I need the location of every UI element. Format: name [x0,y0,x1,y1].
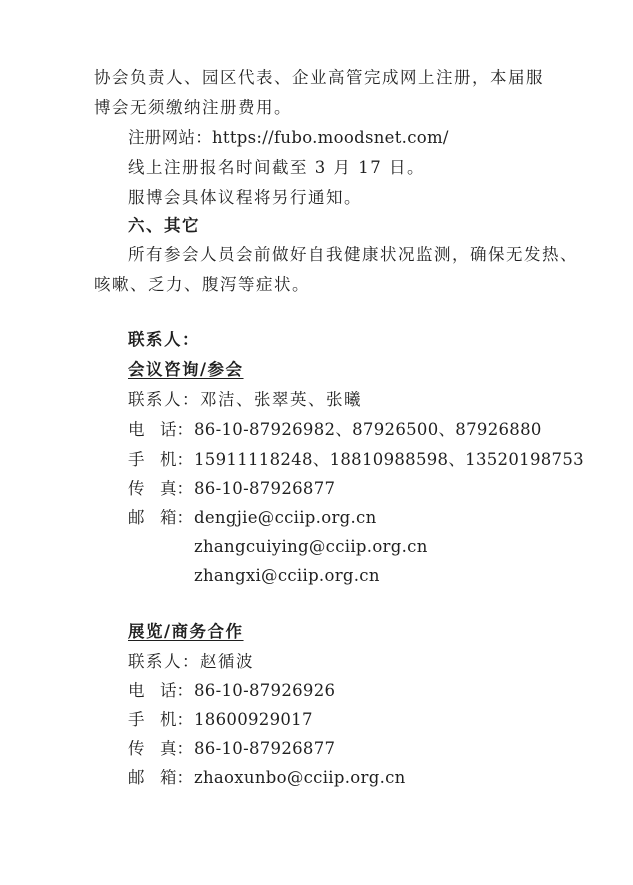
section-heading-other: 六、其它 [128,216,200,235]
expo-fax-row [0,739,633,759]
meeting-phone-row [0,420,633,440]
expo-section-title: 展览/商务合作 [128,622,244,641]
contacts-heading: 联系人： [128,330,200,349]
expo-mobile: 18600929017 [194,710,313,729]
expo-mobile-row [0,710,633,730]
fax-label-b: 真： [160,739,193,758]
email-label-a: 邮 [128,508,145,527]
expo-email-row [0,768,633,788]
email-label-a: 邮 [128,768,145,787]
other-line-1: 所有参会人员会前做好自我健康状况监测，确保无发热、 [128,245,578,264]
expo-phone-row [0,681,633,701]
meeting-phone: 86-10-87926982、87926500、87926880 [194,420,542,439]
phone-label-a: 电 [128,420,145,439]
meeting-mobile-row [0,450,633,470]
mobile-label-b: 机： [160,710,193,729]
fax-label-a: 传 [128,479,145,498]
intro-line-1: 协会负责人、园区代表、企业高管完成网上注册，本届服 [94,68,544,87]
phone-label-b: 话： [160,681,193,700]
phone-label-a: 电 [128,681,145,700]
phone-label-b: 话： [160,420,193,439]
mobile-label-a: 手 [128,710,145,729]
meeting-section-title: 会议咨询/参会 [128,360,244,379]
registration-site: 注册网站：https://fubo.moodsnet.com/ [128,128,449,147]
intro-line-2: 博会无须缴纳注册费用。 [94,98,292,117]
meeting-fax-row [0,479,633,499]
fax-label-a: 传 [128,739,145,758]
expo-phone: 86-10-87926926 [194,681,336,700]
meeting-email-row [0,508,633,528]
mobile-label-a: 手 [128,450,145,469]
agenda-notice: 服博会具体议程将另行通知。 [128,188,362,207]
other-line-2: 咳嗽、乏力、腹泻等症状。 [94,275,310,294]
registration-deadline: 线上注册报名时间截至 3 月 17 日。 [128,158,425,177]
expo-contact-person: 联系人：赵循波 [128,652,254,671]
email-label-b: 箱： [160,508,193,527]
meeting-mobile: 15911118248、18810988598、13520198753 [194,450,584,469]
meeting-fax: 86-10-87926877 [194,479,336,498]
expo-fax: 86-10-87926877 [194,739,336,758]
meeting-email-2[interactable]: zhangcuiying@cciip.org.cn [194,537,428,556]
meeting-email-3[interactable]: zhangxi@cciip.org.cn [194,566,380,585]
expo-email[interactable]: zhaoxunbo@cciip.org.cn [194,768,406,787]
mobile-label-b: 机： [160,450,193,469]
fax-label-b: 真： [160,479,193,498]
meeting-email-1[interactable]: dengjie@cciip.org.cn [194,508,377,527]
email-label-b: 箱： [160,768,193,787]
meeting-contact-persons: 联系人：邓洁、张翠英、张曦 [128,390,362,409]
